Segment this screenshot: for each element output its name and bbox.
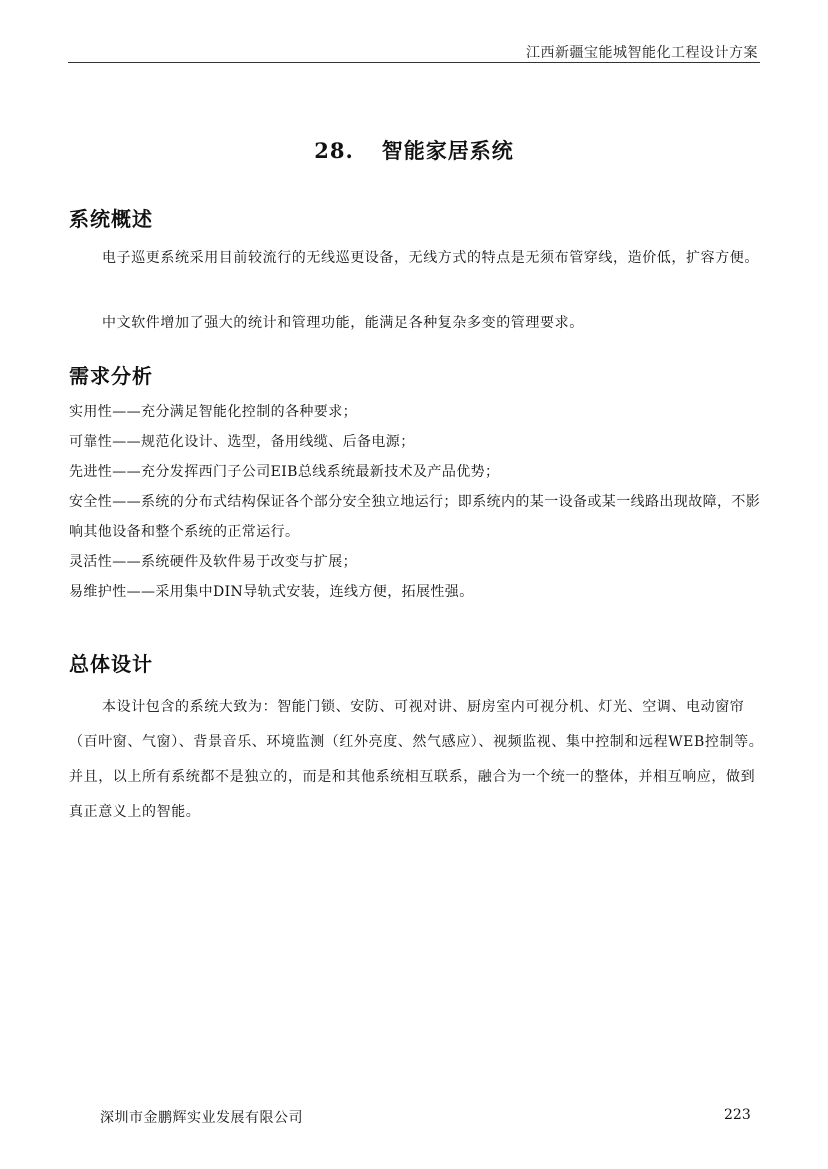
requirement-item: 安全性——系统的分布式结构保证各个部分安全独立地运行；即系统内的某一设备或某一线路出现故障，不影响其他设备和整个系统的正常运行。 <box>69 494 761 540</box>
header-divider <box>68 62 760 63</box>
requirements-list <box>69 397 769 607</box>
design-paragraph-text: 本设计包含的系统大致为：智能门锁、安防、可视对讲、厨房室内可视分机、灯光、空调、电动窗帘（百叶窗、气窗）、背景音乐、环境监测（红外亮度、然气感应）、视频监视、集中控制和远程WEB控制等。并且，以上所有系统都不是独立的，而是和其他系统相互联系，融合为一个统一的整体，并相互响应，做到真正意义上的智能。 <box>69 699 764 820</box>
chapter-title-text: 智能家居系统 <box>381 138 514 163</box>
overview-paragraph-1 <box>69 243 769 273</box>
overview-paragraph-2-text: 中文软件增加了强大的统计和管理功能，能满足各种复杂多变的管理要求。 <box>102 315 584 331</box>
running-title: 江西新疆宝能城智能化工程设计方案 <box>526 45 758 61</box>
chapter-title <box>0 135 828 165</box>
overview-paragraph-1-text: 电子巡更系统采用目前较流行的无线巡更设备，无线方式的特点是无须布管穿线，造价低，扩容方便。 <box>102 250 759 266</box>
requirement-item: 可靠性——规范化设计、选型，备用线缆、后备电源； <box>69 434 415 450</box>
requirement-item: 灵活性——系统硬件及软件易于改变与扩展； <box>69 554 357 570</box>
chapter-number: 28. <box>314 138 354 163</box>
section-heading-design: 总体设计 <box>69 652 153 676</box>
section-heading-overview: 系统概述 <box>69 207 153 231</box>
design-paragraph <box>69 690 769 830</box>
requirement-item: 实用性——充分满足智能化控制的各种要求； <box>69 404 357 420</box>
requirement-item: 先进性——充分发挥西门子公司EIB总线系统最新技术及产品优势； <box>69 464 500 480</box>
overview-paragraph-2 <box>69 308 769 338</box>
page-number: 223 <box>724 1107 751 1123</box>
section-heading-requirements: 需求分析 <box>69 364 153 388</box>
requirement-item: 易维护性——采用集中DIN导轨式安装，连线方便，拓展性强。 <box>69 584 474 600</box>
footer-company: 深圳市金鹏辉实业发展有限公司 <box>100 1110 303 1126</box>
